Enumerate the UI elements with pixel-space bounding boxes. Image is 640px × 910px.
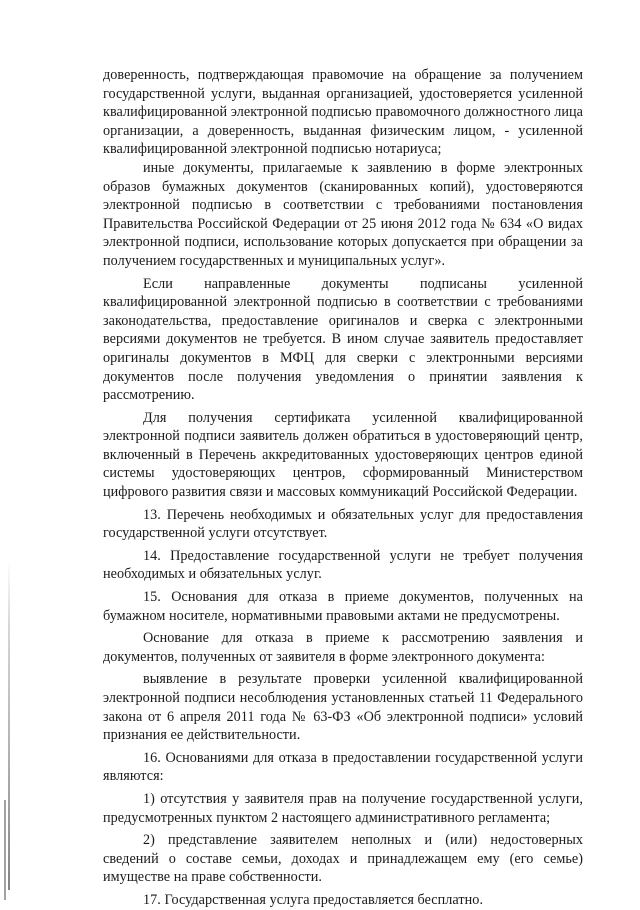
- paragraph: 14. Предоставление государственной услуги не требует получения необходимых и обязательных услуг.: [103, 547, 583, 583]
- paragraph: 15. Основания для отказа в приеме документов, полученных на бумажном носителе, нормативными правовыми актами не предусмотрены.: [103, 589, 583, 624]
- scan-edge-mark: [8, 560, 10, 890]
- paragraph: 17. Государственная услуга предоставляется бесплатно.: [143, 891, 484, 908]
- paragraph: 2) представление заявителем неполных и (или) недостоверных сведений о составе семьи, доходах и принадлежащем ему (его семье) имуществе на праве собственности.: [103, 832, 583, 886]
- paragraph: Для получения сертификата усиленной квалифицированной электронной подписи заявитель должен обратиться в удостоверяющий центр, включенный в Перечень аккредитованных удостоверяющих центров единой системы удостоверяющих центров, сформированный Министерством цифрового развития связи и массовых коммуникаций Российской Федерации.: [103, 409, 583, 501]
- paragraph: Если направленные документы подписаны усиленной квалифицированной электронной подписью в соответствии с требованиями законодательства, предоставление оригиналов и сверка с электронными версиями документов не требуется. В ином случае заявитель предоставляет оригиналы документов в МФЦ для сверки с электронными версиями документов после получения уведомления о принятии заявления к рассмотрению.: [103, 275, 583, 404]
- paragraph: 13. Перечень необходимых и обязательных услуг для предоставления государственной услуги отсутствует.: [103, 506, 583, 542]
- paragraph: 16. Основаниями для отказа в предоставлении государственной услуги являются:: [103, 749, 583, 785]
- paragraph: доверенность, подтверждающая правомочие на обращение за получением государственной услуги, выданная организацией, удостоверяется усиленной квалифицированной электронной подписью правомочного должностного лица организации, а доверенность, выданная физическим лицом, - усиленной квалифицированной электронной подписью нотариуса;: [103, 67, 583, 158]
- paragraph: иные документы, прилагаемые к заявлению в форме электронных образов бумажных документов (сканированных копий), удостоверяются электронной подписью в соответствии с требованиями постановления Правительства Российской Федерации от 25 июня 2012 года № 634 «О видах электронной подписи, использование которых допускается при обращении за получением государственных и муниципальных услуг».: [103, 159, 583, 269]
- paragraph: 1) отсутствия у заявителя прав на получение государственной услуги, предусмотренных пунктом 2 настоящего административного регламента;: [103, 790, 583, 826]
- paragraph: Основание для отказа в приеме к рассмотрению заявления и документов, полученных от заявителя в форме электронного документа:: [103, 630, 583, 665]
- paragraph: выявление в результате проверки усиленной квалифицированной электронной подписи несоблюдения установленных статьей 11 Федерального закона от 6 апреля 2011 года № 63-ФЗ «Об электронной подписи» условий признания ее действительности.: [103, 671, 583, 744]
- scan-edge-mark: [4, 800, 6, 900]
- document-body: [103, 66, 583, 910]
